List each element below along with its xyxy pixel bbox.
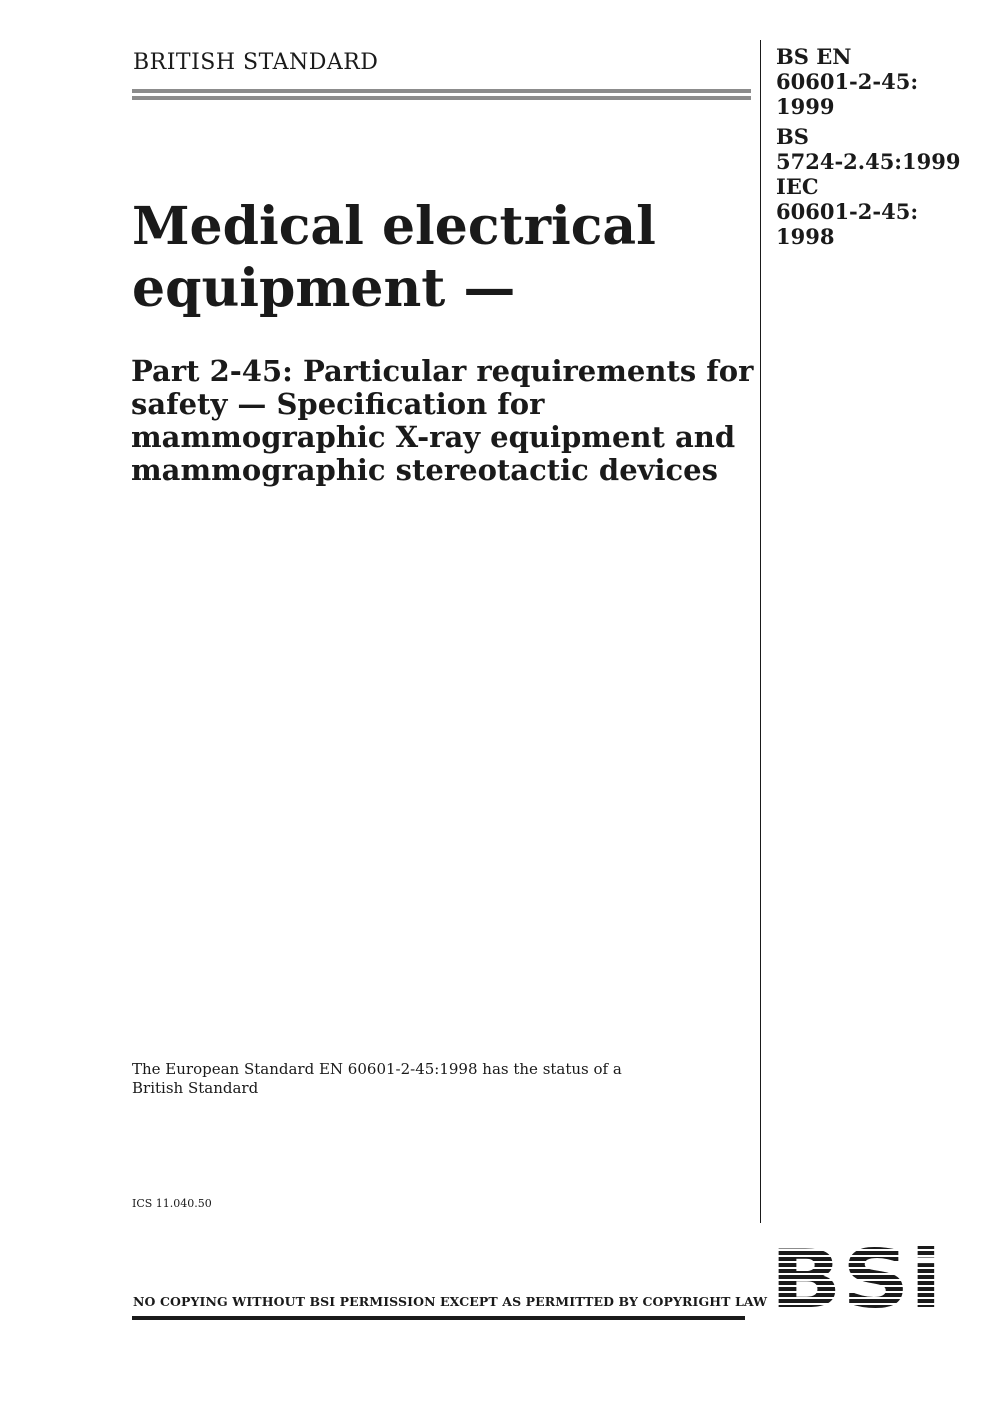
footer-rule (132, 1316, 745, 1320)
ics-code: ICS 11.040.50 (132, 1197, 212, 1210)
column-divider (760, 40, 761, 1223)
status-note (132, 1060, 692, 1098)
standard-designations (776, 44, 986, 249)
designation-line: 1999 (776, 94, 835, 119)
subtitle-line: Part 2-45: Particular requirements for (131, 354, 754, 388)
header-rule-bottom (132, 96, 751, 100)
subtitle-line: safety — Specification for (131, 387, 545, 421)
document-type-label: BRITISH STANDARD (133, 50, 379, 75)
bsi-logo (770, 1245, 945, 1310)
copyright-notice: NO COPYING WITHOUT BSI PERMISSION EXCEPT AS PERMITTED BY COPYRIGHT LAW (133, 1294, 768, 1309)
designation-line: BS (776, 124, 809, 149)
designation-line: 1998 (776, 224, 835, 249)
subtitle-line: mammographic X-ray equipment and (131, 420, 736, 454)
title-line: Medical electrical (132, 196, 656, 257)
document-subtitle (131, 354, 754, 487)
header-rule-top (132, 89, 751, 93)
status-note-line: British Standard (132, 1079, 259, 1097)
subtitle-line: mammographic stereotactic devices (131, 453, 718, 487)
bsi-logo-graphic (770, 1245, 945, 1310)
title-line: equipment — (132, 258, 516, 319)
designation-line: IEC (776, 174, 819, 199)
designation-line: 60601-2-45: (776, 69, 919, 94)
document-title (132, 196, 742, 320)
designation-line: 5724-2.45:1999 (776, 149, 961, 174)
status-note-line: The European Standard EN 60601-2-45:1998 has the status of a (132, 1060, 622, 1078)
designation-line: 60601-2-45: (776, 199, 919, 224)
designation-line: BS EN (776, 44, 852, 69)
